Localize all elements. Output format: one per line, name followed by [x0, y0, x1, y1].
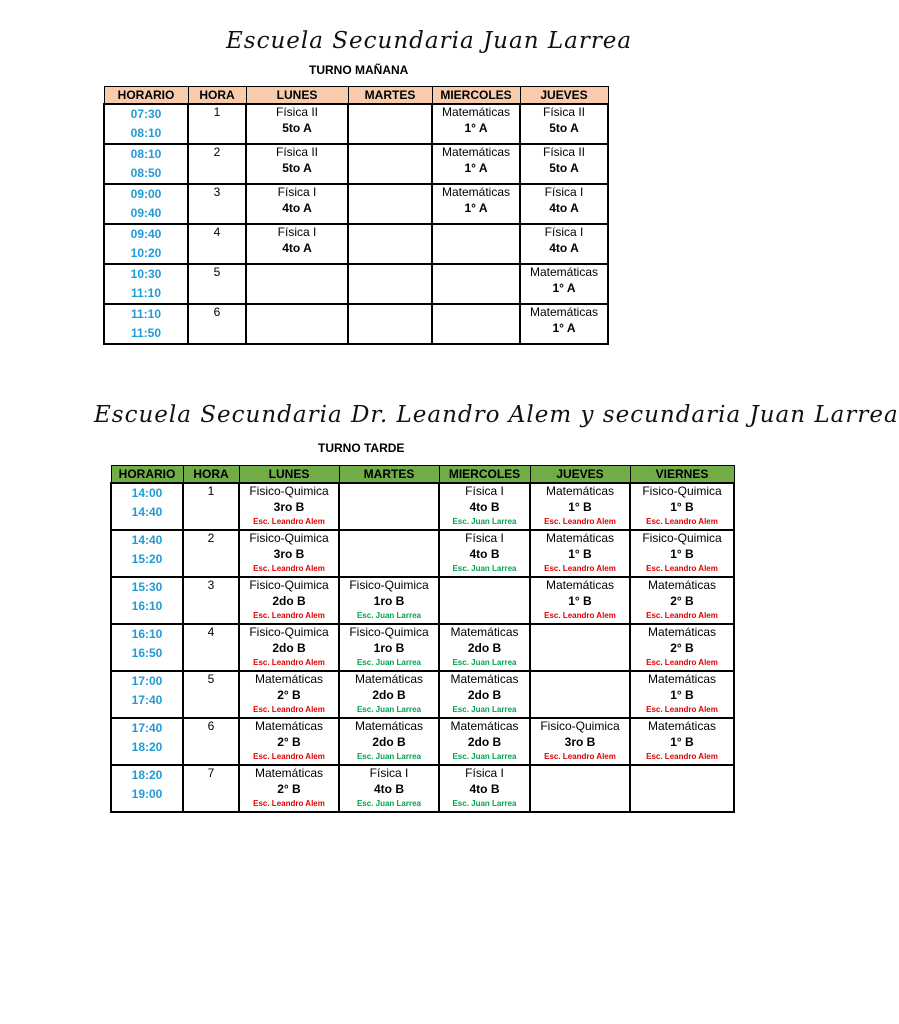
school-label: Esc. Leandro Alem [253, 799, 325, 808]
end-time: 18:20 [131, 740, 163, 754]
school-label: Esc. Leandro Alem [253, 705, 325, 714]
group-label: 1° B [670, 688, 694, 702]
subject-label: Matemáticas [545, 578, 615, 592]
subject-label: Matemáticas [354, 719, 424, 733]
hora-number: 5 [188, 264, 246, 304]
subject-label: Matemáticas [529, 265, 599, 279]
class-cell [239, 530, 339, 577]
start-time: 14:00 [131, 486, 163, 500]
class-cell [339, 483, 439, 530]
school-label: Esc. Juan Larrea [452, 517, 517, 526]
hora-number: 2 [188, 144, 246, 184]
group-label: 2do B [372, 688, 406, 702]
afternoon-row [111, 671, 734, 718]
school-label: Esc. Leandro Alem [544, 752, 616, 761]
start-time: 09:40 [130, 227, 162, 241]
class-cell [432, 224, 520, 264]
afternoon-header-viernes: VIERNES [630, 466, 734, 484]
class-cell [439, 624, 530, 671]
horario-cell [104, 304, 188, 344]
class-cell [348, 224, 432, 264]
afternoon-row [111, 718, 734, 765]
start-time: 07:30 [130, 107, 162, 121]
class-cell [520, 184, 608, 224]
school-label: Esc. Leandro Alem [646, 611, 718, 620]
morning-row [104, 224, 608, 264]
group-label: 4to B [374, 782, 404, 796]
subject-label: Matemáticas [647, 719, 717, 733]
subject-label: Fisico-Quimica [349, 578, 429, 592]
hora-number: 1 [183, 483, 239, 530]
class-cell [630, 483, 734, 530]
class-cell [339, 624, 439, 671]
group-label: 4to A [549, 201, 579, 215]
hora-number: 3 [188, 184, 246, 224]
school-label: Esc. Juan Larrea [452, 705, 517, 714]
class-cell [246, 184, 348, 224]
group-label: 5to A [549, 121, 579, 135]
afternoon-row [111, 624, 734, 671]
start-time: 17:40 [131, 721, 163, 735]
start-time: 14:40 [131, 533, 163, 547]
school-label: Esc. Juan Larrea [356, 705, 422, 714]
subject-label: Matemáticas [441, 145, 511, 159]
school-label: Esc. Leandro Alem [646, 752, 718, 761]
subject-label: Física I [465, 484, 504, 498]
subject-label: Matemáticas [647, 672, 717, 686]
group-label: 5to A [282, 161, 312, 175]
horario-cell [111, 483, 183, 530]
afternoon-turno-label: TURNO TARDE [318, 441, 405, 455]
class-cell [439, 530, 530, 577]
afternoon-school-title: Escuela Secundaria Dr. Leandro Alem y secundaria Juan Larrea [94, 402, 899, 428]
end-time: 08:50 [130, 166, 162, 180]
class-cell [530, 718, 630, 765]
class-cell [630, 765, 734, 812]
group-label: 2° B [277, 735, 301, 749]
group-label: 4to A [549, 241, 579, 255]
school-label: Esc. Leandro Alem [646, 517, 718, 526]
subject-label: Física II [275, 145, 318, 159]
end-time: 19:00 [131, 787, 163, 801]
school-label: Esc. Leandro Alem [253, 517, 325, 526]
horario-cell [104, 264, 188, 304]
subject-label: Física I [369, 766, 409, 780]
group-label: 1° A [552, 281, 576, 295]
hora-number: 6 [188, 304, 246, 344]
group-label: 2° B [670, 594, 694, 608]
school-label: Esc. Leandro Alem [253, 564, 325, 573]
class-cell [530, 671, 630, 718]
morning-header-lunes: LUNES [246, 87, 348, 105]
end-time: 08:10 [130, 126, 162, 140]
hora-number: 1 [188, 104, 246, 144]
start-time: 16:10 [131, 627, 163, 641]
start-time: 15:30 [131, 580, 163, 594]
class-cell [530, 530, 630, 577]
hora-number: 4 [188, 224, 246, 264]
subject-label: Fisico-Quimica [642, 484, 722, 498]
subject-label: Fisico-Quimica [642, 531, 722, 545]
horario-cell [111, 577, 183, 624]
morning-turno-label: TURNO MAÑANA [309, 63, 409, 77]
group-label: 4to B [469, 782, 500, 796]
class-cell [439, 765, 530, 812]
class-cell [432, 144, 520, 184]
class-cell [239, 671, 339, 718]
class-cell [348, 144, 432, 184]
subject-label: Física I [277, 185, 317, 199]
morning-header-martes: MARTES [348, 87, 432, 105]
morning-row [104, 304, 608, 344]
start-time: 08:10 [130, 147, 162, 161]
class-cell [432, 184, 520, 224]
group-label: 4to A [282, 241, 312, 255]
school-label: Esc. Leandro Alem [253, 658, 325, 667]
horario-cell [104, 224, 188, 264]
school-label: Esc. Leandro Alem [544, 611, 616, 620]
school-label: Esc. Juan Larrea [356, 658, 422, 667]
class-cell [339, 765, 439, 812]
horario-cell [104, 104, 188, 144]
subject-label: Matemáticas [441, 185, 511, 199]
afternoon-header-lunes: LUNES [239, 466, 339, 484]
group-label: 4to A [282, 201, 312, 215]
subject-label: Matemáticas [545, 531, 615, 545]
afternoon-row [111, 577, 734, 624]
morning-schedule-table [103, 86, 609, 345]
school-label: Esc. Juan Larrea [356, 752, 422, 761]
group-label: 1° B [670, 735, 694, 749]
end-time: 09:40 [130, 206, 162, 220]
horario-cell [111, 671, 183, 718]
morning-header-hora: HORA [188, 87, 246, 105]
group-label: 3ro B [273, 547, 305, 561]
hora-number: 3 [183, 577, 239, 624]
group-label: 1° A [464, 201, 488, 215]
subject-label: Matemáticas [254, 719, 324, 733]
class-cell [530, 624, 630, 671]
group-label: 1° B [670, 500, 694, 514]
school-label: Esc. Juan Larrea [452, 658, 517, 667]
class-cell [239, 765, 339, 812]
class-cell [520, 144, 608, 184]
start-time: 09:00 [130, 187, 162, 201]
morning-header-row [104, 87, 608, 105]
group-label: 2do B [467, 688, 502, 702]
class-cell [520, 304, 608, 344]
group-label: 4to B [469, 547, 500, 561]
horario-cell [111, 718, 183, 765]
afternoon-row [111, 530, 734, 577]
class-cell [520, 264, 608, 304]
group-label: 3ro B [564, 735, 596, 749]
morning-header-horario: HORARIO [104, 87, 188, 105]
class-cell [432, 264, 520, 304]
group-label: 1ro B [373, 594, 405, 608]
class-cell [348, 104, 432, 144]
class-cell [530, 577, 630, 624]
group-label: 2do B [272, 594, 306, 608]
subject-label: Física II [542, 105, 585, 119]
horario-cell [104, 144, 188, 184]
hora-number: 6 [183, 718, 239, 765]
class-cell [339, 577, 439, 624]
subject-label: Matemáticas [254, 672, 324, 686]
class-cell [239, 624, 339, 671]
group-label: 2do B [372, 735, 406, 749]
group-label: 3ro B [273, 500, 305, 514]
subject-label: Matemáticas [647, 625, 717, 639]
afternoon-header-row [111, 466, 734, 484]
hora-number: 2 [183, 530, 239, 577]
hora-number: 4 [183, 624, 239, 671]
afternoon-row [111, 765, 734, 812]
subject-label: Física I [544, 185, 584, 199]
group-label: 2do B [467, 641, 502, 655]
school-label: Esc. Juan Larrea [452, 799, 517, 808]
morning-row [104, 144, 608, 184]
class-cell [432, 304, 520, 344]
class-cell [246, 304, 348, 344]
class-cell [348, 184, 432, 224]
class-cell [520, 224, 608, 264]
afternoon-header-horario: HORARIO [111, 466, 183, 484]
afternoon-header-hora: HORA [183, 466, 239, 484]
group-label: 1° B [670, 547, 694, 561]
subject-label: Matemáticas [545, 484, 615, 498]
subject-label: Fisico-Quimica [349, 625, 429, 639]
morning-school-title: Escuela Secundaria Juan Larrea [226, 28, 633, 54]
class-cell [630, 671, 734, 718]
subject-label: Matemáticas [354, 672, 424, 686]
class-cell [439, 483, 530, 530]
end-time: 11:50 [130, 326, 162, 340]
morning-header-jueves: JUEVES [520, 87, 608, 105]
group-label: 1° A [464, 121, 488, 135]
class-cell [439, 671, 530, 718]
class-cell [339, 671, 439, 718]
hora-number: 7 [183, 765, 239, 812]
afternoon-header-martes: MARTES [339, 466, 439, 484]
school-label: Esc. Leandro Alem [544, 564, 616, 573]
class-cell [246, 224, 348, 264]
subject-label: Fisico-Quimica [249, 531, 329, 545]
group-label: 2° B [277, 782, 301, 796]
group-label: 2do B [467, 735, 502, 749]
subject-label: Fisico-Quimica [540, 719, 620, 733]
group-label: 2° B [670, 641, 694, 655]
group-label: 1° B [568, 594, 592, 608]
class-cell [239, 718, 339, 765]
group-label: 1ro B [373, 641, 405, 655]
class-cell [439, 577, 530, 624]
end-time: 17:40 [131, 693, 163, 707]
morning-header-miercoles: MIERCOLES [432, 87, 520, 105]
subject-label: Matemáticas [450, 672, 519, 686]
subject-label: Fisico-Quimica [249, 484, 329, 498]
subject-label: Matemáticas [450, 719, 519, 733]
afternoon-row [111, 483, 734, 530]
group-label: 5to A [549, 161, 579, 175]
class-cell [630, 718, 734, 765]
horario-cell [104, 184, 188, 224]
group-label: 2do B [272, 641, 306, 655]
school-label: Esc. Juan Larrea [452, 752, 517, 761]
class-cell [439, 718, 530, 765]
subject-label: Matemáticas [450, 625, 519, 639]
subject-label: Física I [465, 766, 504, 780]
end-time: 10:20 [130, 246, 162, 260]
subject-label: Física I [465, 531, 504, 545]
end-time: 16:10 [131, 599, 163, 613]
group-label: 1° B [568, 500, 592, 514]
afternoon-header-jueves: JUEVES [530, 466, 630, 484]
class-cell [246, 104, 348, 144]
class-cell [520, 104, 608, 144]
subject-label: Matemáticas [647, 578, 717, 592]
school-label: Esc. Leandro Alem [646, 705, 718, 714]
class-cell [530, 765, 630, 812]
end-time: 16:50 [131, 646, 163, 660]
class-cell [246, 144, 348, 184]
class-cell [630, 530, 734, 577]
school-label: Esc. Juan Larrea [356, 799, 422, 808]
class-cell [246, 264, 348, 304]
school-label: Esc. Juan Larrea [452, 564, 517, 573]
end-time: 14:40 [131, 505, 163, 519]
class-cell [339, 718, 439, 765]
class-cell [530, 483, 630, 530]
class-cell [630, 624, 734, 671]
afternoon-header-miercoles: MIERCOLES [439, 466, 530, 484]
class-cell [348, 264, 432, 304]
end-time: 15:20 [131, 552, 163, 566]
group-label: 1° A [464, 161, 488, 175]
group-label: 4to B [469, 500, 500, 514]
class-cell [339, 530, 439, 577]
morning-row [104, 184, 608, 224]
group-label: 2° B [277, 688, 301, 702]
start-time: 17:00 [131, 674, 163, 688]
class-cell [630, 577, 734, 624]
subject-label: Fisico-Quimica [249, 578, 329, 592]
subject-label: Fisico-Quimica [249, 625, 329, 639]
class-cell [239, 577, 339, 624]
group-label: 1° A [552, 321, 576, 335]
class-cell [432, 104, 520, 144]
class-cell [348, 304, 432, 344]
horario-cell [111, 624, 183, 671]
horario-cell [111, 765, 183, 812]
morning-row [104, 264, 608, 304]
school-label: Esc. Leandro Alem [253, 752, 325, 761]
end-time: 11:10 [130, 286, 162, 300]
subject-label: Física II [542, 145, 585, 159]
morning-row [104, 104, 608, 144]
subject-label: Física II [275, 105, 318, 119]
start-time: 11:10 [130, 307, 162, 321]
school-label: Esc. Juan Larrea [356, 611, 422, 620]
school-label: Esc. Leandro Alem [544, 517, 616, 526]
subject-label: Física I [277, 225, 317, 239]
start-time: 18:20 [131, 768, 163, 782]
group-label: 5to A [282, 121, 312, 135]
subject-label: Matemáticas [254, 766, 324, 780]
subject-label: Física I [544, 225, 584, 239]
group-label: 1° B [568, 547, 592, 561]
school-label: Esc. Leandro Alem [253, 611, 325, 620]
school-label: Esc. Leandro Alem [646, 564, 718, 573]
hora-number: 5 [183, 671, 239, 718]
afternoon-schedule-table [110, 465, 735, 813]
start-time: 10:30 [130, 267, 162, 281]
subject-label: Matemáticas [529, 305, 599, 319]
school-label: Esc. Leandro Alem [646, 658, 718, 667]
class-cell [239, 483, 339, 530]
subject-label: Matemáticas [441, 105, 511, 119]
horario-cell [111, 530, 183, 577]
